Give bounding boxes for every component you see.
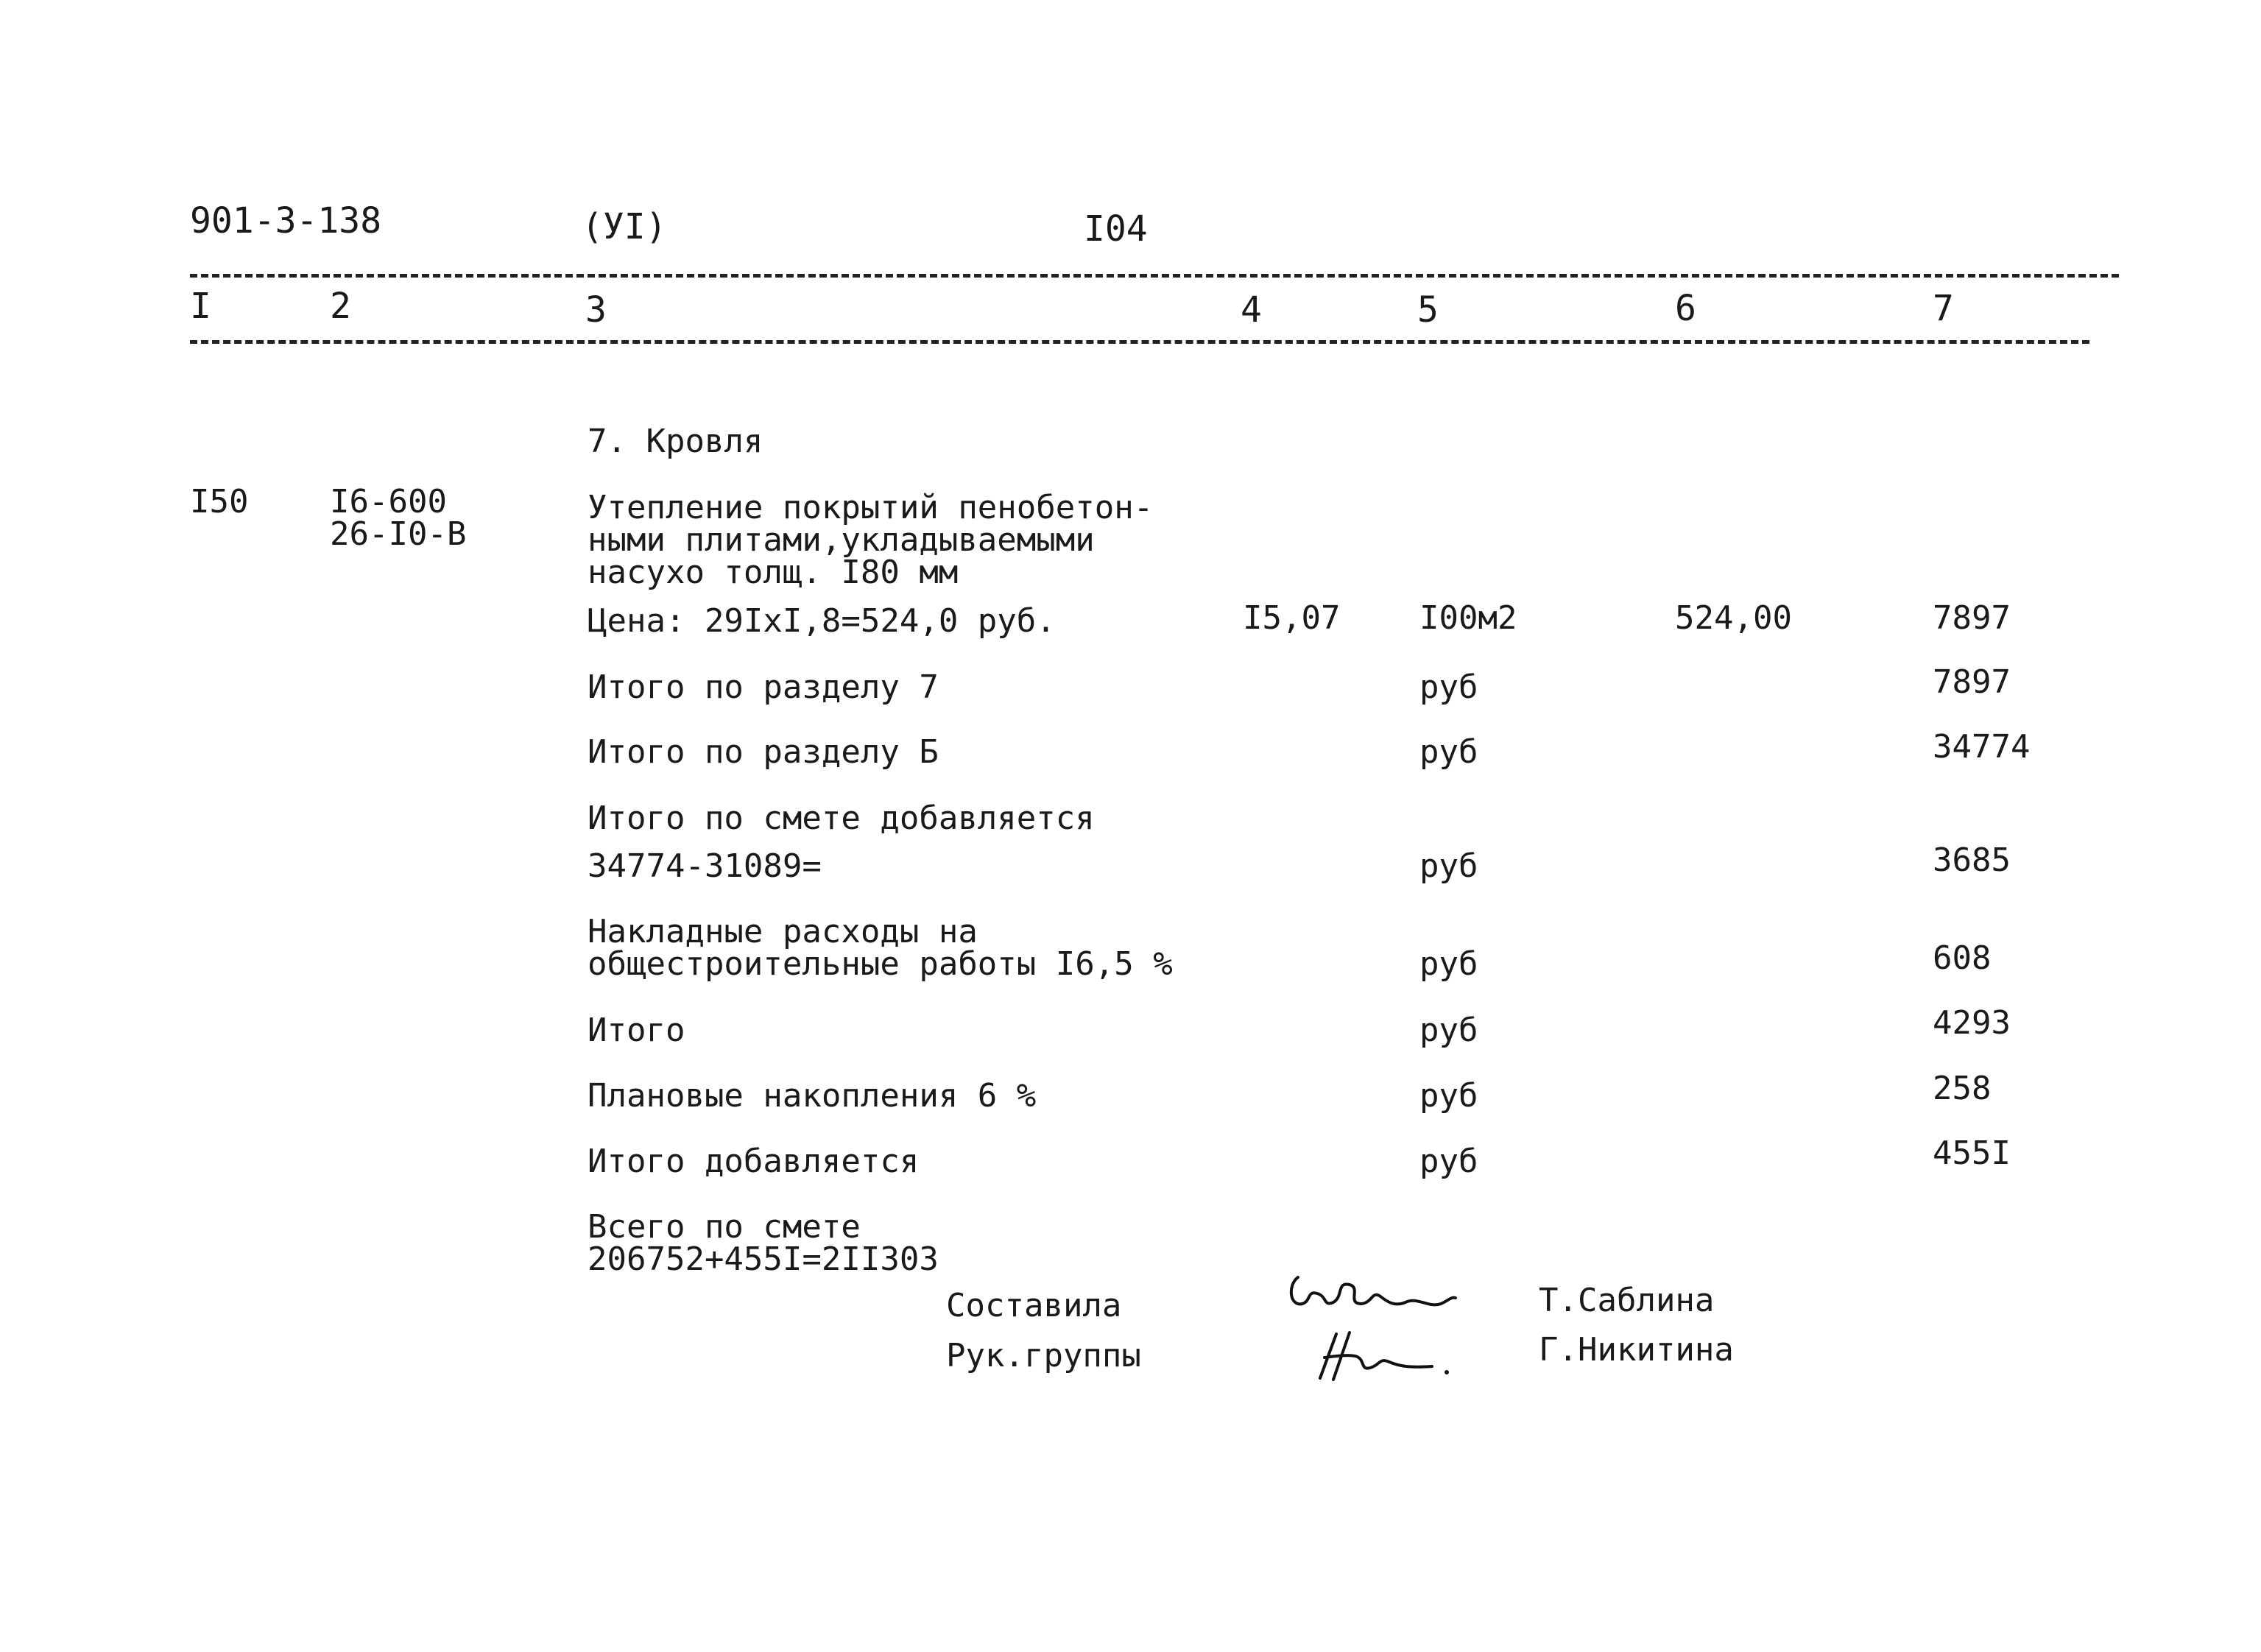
row-unit: руб: [1419, 1012, 1478, 1049]
row-label: Итого по разделу 7: [588, 668, 939, 706]
row-label: Итого по смете добавляется: [588, 799, 1095, 837]
row-unit: руб: [1419, 668, 1478, 706]
column-number-1: I: [190, 286, 211, 327]
document-code: 901-3-138: [190, 200, 382, 241]
item-codes: I6-600 26-I0-В: [330, 483, 467, 553]
row-label: Итого добавляется: [588, 1143, 920, 1180]
volume-number: (УI): [582, 206, 667, 247]
row-value: 7897: [1933, 663, 2011, 701]
signature-role-composed: Составила: [946, 1287, 1122, 1324]
section-title: 7. Кровля: [588, 423, 763, 460]
column-header-bottom-rule: [190, 340, 2089, 344]
page-number: I04: [1084, 208, 1148, 250]
row-value: 258: [1933, 1070, 1992, 1107]
row-unit: руб: [1419, 1143, 1478, 1180]
signature-name-composed: Т.Саблина: [1539, 1282, 1715, 1319]
row-label: Итого: [588, 1012, 685, 1049]
row-label: Итого по разделу Б: [588, 733, 939, 771]
item-description: Утепление покрытий пенобетон- ными плитами,укладываемыми насухо толщ. I80 мм: [588, 489, 1154, 591]
row-unit: руб: [1419, 847, 1478, 885]
column-number-5: 5: [1417, 289, 1439, 331]
row-unit: руб: [1419, 733, 1478, 771]
row-unit: руб: [1419, 945, 1478, 983]
column-number-2: 2: [330, 286, 351, 327]
row-value: 34774: [1933, 728, 2031, 766]
row-value: 608: [1933, 939, 1992, 977]
handwritten-signature-2: [1307, 1319, 1469, 1386]
column-number-4: 4: [1241, 289, 1262, 331]
row-value: 455I: [1933, 1134, 2011, 1172]
row-value: 3685: [1933, 841, 2011, 879]
row-value: 4293: [1933, 1004, 2011, 1042]
column-header-top-rule: [190, 274, 2119, 278]
item-unit: I00м2: [1419, 599, 1517, 637]
column-number-3: 3: [585, 289, 607, 331]
item-number: I50: [190, 483, 249, 520]
signature-role-group-lead: Рук.группы: [946, 1337, 1141, 1374]
row-unit: руб: [1419, 1077, 1478, 1115]
signature-name-group-lead: Г.Никитина: [1539, 1331, 1734, 1369]
column-number-7: 7: [1933, 288, 1954, 329]
item-price-line: Цена: 29IхI,8=524,0 руб.: [588, 602, 1056, 640]
row-label: Плановые накопления 6 %: [588, 1077, 1037, 1115]
column-number-6: 6: [1675, 288, 1696, 329]
row-label: Накладные расходы на общестроительные работы I6,5 %: [588, 913, 1173, 983]
item-quantity: I5,07: [1243, 599, 1341, 637]
item-unit-price: 524,00: [1675, 599, 1792, 637]
row-label: 34774-31089=: [588, 847, 822, 885]
handwritten-signature-1: [1285, 1255, 1461, 1321]
grand-total: Всего по смете 206752+455I=2II303: [588, 1208, 939, 1278]
item-total: 7897: [1933, 599, 2011, 637]
